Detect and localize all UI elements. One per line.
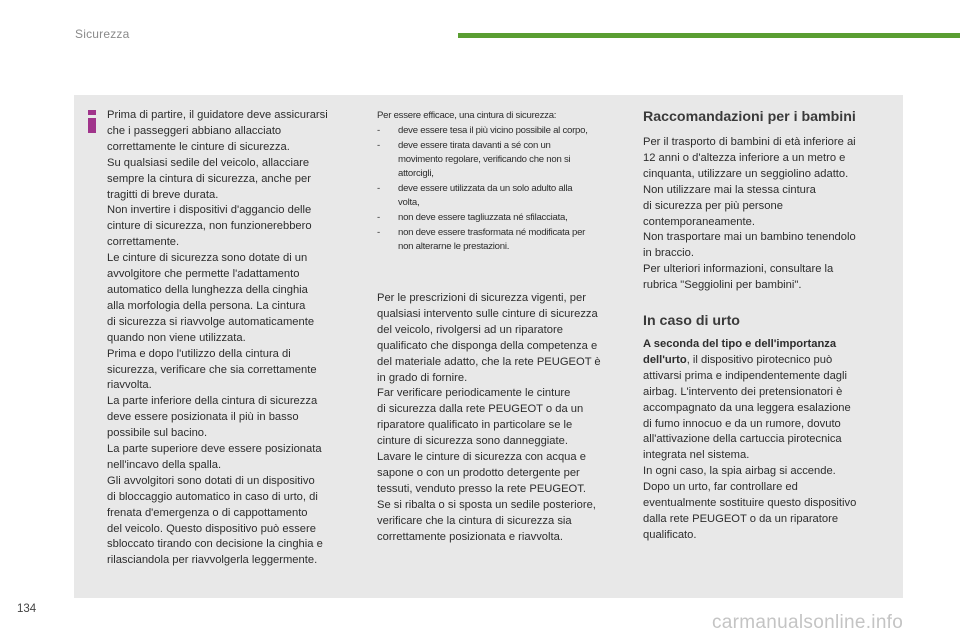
text-line: accompagnato da una leggera esalazione bbox=[643, 401, 851, 414]
text-line: riavvolta. bbox=[107, 379, 152, 392]
text-line: sapone o con un prodotto detergente per bbox=[377, 466, 580, 479]
text-line: La parte superiore deve essere posizionata bbox=[107, 443, 322, 456]
text-line: cinture di sicurezza sono danneggiate. bbox=[377, 435, 568, 448]
text-line: dalla rete PEUGEOT o da un riparatore bbox=[643, 512, 839, 525]
text-line: Se si ribalta o si sposta un sedile posteriore, bbox=[377, 498, 596, 511]
seatbelt-info-text bbox=[107, 108, 355, 569]
text-line: correttamente posizionata e riavvolta. bbox=[377, 530, 563, 543]
text-line: del veicolo, rivolgersi ad un riparatore bbox=[377, 323, 563, 336]
list-item-text: deve essere tirata davanti a sé con un bbox=[398, 140, 551, 151]
text-line: Per le prescrizioni di sicurezza vigenti, per bbox=[377, 292, 586, 304]
list-item bbox=[377, 226, 632, 254]
text-line: airbag. L'intervento dei pretensionatori è bbox=[643, 385, 843, 398]
text-line: di sicurezza dalla rete PEUGEOT o da un bbox=[377, 403, 584, 416]
text-line: Prima di partire, il guidatore deve assicurarsi bbox=[107, 109, 328, 121]
text-line bbox=[643, 353, 893, 369]
text-line: attivarsi prima e indipendentemente dagli bbox=[643, 369, 847, 382]
text-line: Prima e dopo l'utilizzo della cintura di bbox=[107, 347, 291, 360]
text-line: 12 anni o d'altezza inferiore a un metro e bbox=[643, 151, 846, 164]
children-recommendations-text bbox=[643, 135, 893, 294]
text-line: Far verificare periodicamente le cinture bbox=[377, 387, 571, 400]
text-line-bold: A seconda del tipo e dell'importanza bbox=[643, 338, 837, 350]
text-line: integrata nel sistema. bbox=[643, 449, 750, 462]
text-line: La parte inferiore della cintura di sicurezza bbox=[107, 395, 318, 408]
text-line: di sicurezza si riavvolge automaticamente bbox=[107, 315, 315, 328]
text-line: sbloccato tirando con decisione la cinghia e bbox=[107, 538, 323, 551]
list-item-text: non deve essere trasformata né modificata per bbox=[398, 227, 586, 238]
text-line: Non utilizzare mai la stessa cintura bbox=[643, 183, 816, 196]
text-line: verificare che la cintura di sicurezza sia bbox=[377, 514, 572, 527]
children-recommendations-heading: Raccomandazioni per i bambini bbox=[643, 109, 856, 125]
text-line: sicurezza, verificare che sia correttamente bbox=[107, 363, 317, 376]
text-line: rilasciandola per riavvolgerla leggermente. bbox=[107, 554, 318, 567]
seatbelt-maintenance-text bbox=[377, 291, 627, 546]
list-item bbox=[377, 139, 632, 181]
text-line: cinture di sicurezza, non funzionerebbero bbox=[107, 220, 312, 233]
text-line: cinquanta, utilizzare un seggiolino adatto. bbox=[643, 167, 849, 180]
text-line: correttamente. bbox=[107, 236, 180, 249]
list-item-text: attorcigli, bbox=[398, 168, 434, 179]
bullet-list bbox=[377, 124, 632, 254]
list-item bbox=[377, 211, 632, 225]
text-line: qualsiasi intervento sulle cinture di sicurezza bbox=[377, 307, 598, 320]
text-line: qualificato. bbox=[643, 528, 697, 541]
text-bold-span: dell'urto bbox=[643, 353, 687, 366]
text-line: Su qualsiasi sedile del veicolo, allacciare bbox=[107, 156, 310, 169]
text-line: di fumo innocuo e da un rumore, dovuto bbox=[643, 417, 841, 430]
list-item-text: volta, bbox=[398, 197, 420, 208]
text-line: automatico della lunghezza della cinghia bbox=[107, 283, 308, 296]
text-line: in grado di fornire. bbox=[377, 371, 468, 384]
text-line: quando non viene utilizzata. bbox=[107, 331, 246, 344]
text-line: Lavare le cinture di sicurezza con acqua e bbox=[377, 451, 586, 464]
text-line: Per il trasporto di bambini di età inferiore ai bbox=[643, 136, 856, 148]
text-line: Le cinture di sicurezza sono dotate di un bbox=[107, 252, 308, 265]
section-accent-bar bbox=[458, 33, 960, 38]
list-item-text: deve essere tesa il più vicino possibile al corpo, bbox=[398, 125, 588, 136]
text-line: Dopo un urto, far controllare ed bbox=[643, 481, 798, 494]
text-line: avvolgitore che permette l'adattamento bbox=[107, 268, 300, 281]
text-line: all'attivazione della cartuccia pirotecnica bbox=[643, 433, 842, 446]
bullet-dash: - bbox=[377, 125, 380, 136]
text-line: rubrica "Seggiolini per bambini". bbox=[643, 279, 802, 292]
crash-heading: In caso di urto bbox=[643, 313, 740, 329]
list-item-text: non alterarne le prestazioni. bbox=[398, 241, 510, 252]
text-line: qualificato che disponga della competenza e bbox=[377, 339, 598, 352]
text-line: tragitti di breve durata. bbox=[107, 188, 219, 201]
text-line: In ogni caso, la spia airbag si accende. bbox=[643, 465, 836, 478]
list-item-text: deve essere utilizzata da un solo adulto alla bbox=[398, 183, 573, 194]
text-line: contemporaneamente. bbox=[643, 215, 755, 228]
text-line: tessuti, venduto presso la rete PEUGEOT. bbox=[377, 482, 586, 495]
text-line: del materiale adatto, che la rete PEUGEOT è bbox=[377, 355, 601, 368]
bullet-dash: - bbox=[377, 183, 380, 194]
list-item bbox=[377, 182, 632, 210]
list-item-text: non deve essere tagliuzzata né sfilacciata, bbox=[398, 212, 568, 223]
text-line: frenata d'emergenza o di cappottamento bbox=[107, 506, 308, 519]
text-line: alla morfologia della persona. La cintura bbox=[107, 299, 306, 312]
text-line: riparatore qualificato in particolare se le bbox=[377, 419, 573, 432]
text-line: Non invertire i dispositivi d'aggancio delle bbox=[107, 204, 312, 217]
bullet-dash: - bbox=[377, 140, 380, 151]
info-icon-dot bbox=[88, 110, 96, 115]
crash-text bbox=[643, 337, 893, 544]
text-line: Gli avvolgitori sono dotati di un dispositivo bbox=[107, 474, 315, 487]
text-line: correttamente le cinture di sicurezza. bbox=[107, 140, 290, 153]
text-line: possibile sul bacino. bbox=[107, 427, 208, 440]
seatbelt-efficacy-list bbox=[377, 109, 632, 255]
text-line: in braccio. bbox=[643, 247, 694, 260]
text-line: eventualmente sostituire questo dispositivo bbox=[643, 497, 857, 510]
list-item-text: movimento regolare, verificando che non si bbox=[398, 154, 571, 165]
text-line: che i passeggeri abbiano allacciato bbox=[107, 124, 282, 137]
text-line: di bloccaggio automatico in caso di urto, di bbox=[107, 490, 318, 503]
list-item bbox=[377, 124, 632, 138]
text-line: Per ulteriori informazioni, consultare la bbox=[643, 263, 834, 276]
bullet-dash: - bbox=[377, 212, 380, 223]
text-span: , il dispositivo pirotecnico può bbox=[686, 353, 833, 366]
text-line: sempre la cintura di sicurezza, anche per bbox=[107, 172, 311, 185]
list-intro: Per essere efficace, una cintura di sicurezza: bbox=[377, 110, 557, 121]
info-icon-stem bbox=[88, 118, 96, 133]
watermark: carmanualsonline.info bbox=[712, 612, 904, 633]
text-line: del veicolo. Questo dispositivo può essere bbox=[107, 522, 316, 535]
text-line: nell'incavo della spalla. bbox=[107, 458, 222, 471]
section-title: Sicurezza bbox=[75, 27, 130, 41]
text-line: deve essere posizionata il più in basso bbox=[107, 411, 299, 424]
text-line: di sicurezza per più persone bbox=[643, 199, 783, 212]
text-line: Non trasportare mai un bambino tenendolo bbox=[643, 231, 856, 244]
bullet-dash: - bbox=[377, 227, 380, 238]
info-icon bbox=[86, 110, 98, 132]
page-number: 134 bbox=[17, 603, 37, 615]
